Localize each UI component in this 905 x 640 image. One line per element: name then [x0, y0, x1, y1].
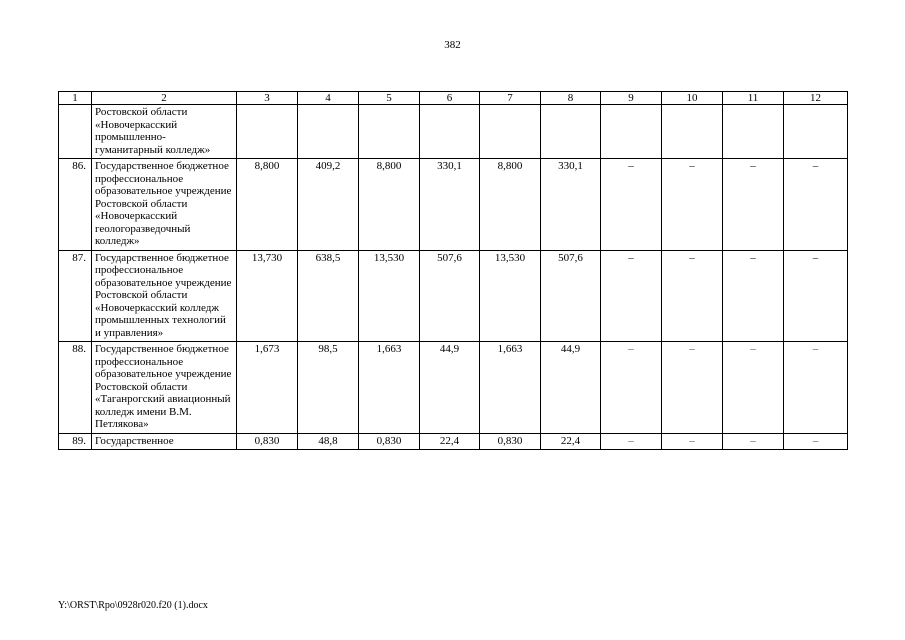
value-cell: 330,1 [541, 159, 601, 251]
header-cell: 7 [480, 92, 541, 105]
header-cell: 6 [420, 92, 480, 105]
value-cell: – [601, 342, 662, 434]
value-cell: 48,8 [298, 433, 359, 450]
value-cell: 507,6 [420, 250, 480, 342]
value-cell [541, 105, 601, 159]
header-cell: 12 [784, 92, 848, 105]
table-row [59, 159, 848, 251]
table-header-row [59, 92, 848, 105]
value-cell: 8,800 [480, 159, 541, 251]
value-cell: – [662, 342, 723, 434]
table-body [59, 92, 848, 450]
header-cell: 8 [541, 92, 601, 105]
value-cell: – [784, 433, 848, 450]
page-number: 382 [444, 39, 461, 51]
header-cell: 5 [359, 92, 420, 105]
value-cell: 1,663 [480, 342, 541, 434]
value-cell: – [601, 250, 662, 342]
institution-name-cell: Государственное [92, 433, 237, 450]
value-cell: 507,6 [541, 250, 601, 342]
value-cell: – [784, 159, 848, 251]
value-cell [298, 105, 359, 159]
value-cell: 13,730 [237, 250, 298, 342]
table-row [59, 342, 848, 434]
value-cell [420, 105, 480, 159]
value-cell: 44,9 [420, 342, 480, 434]
table-row [59, 433, 848, 450]
value-cell: 409,2 [298, 159, 359, 251]
value-cell: 8,800 [359, 159, 420, 251]
value-cell: – [662, 159, 723, 251]
institution-name-cell: Ростовской области «Новочеркасский промышленно-гуманитарный колледж» [92, 105, 237, 159]
value-cell: – [662, 433, 723, 450]
value-cell: 1,663 [359, 342, 420, 434]
value-cell: 0,830 [480, 433, 541, 450]
value-cell [723, 105, 784, 159]
value-cell: – [601, 159, 662, 251]
value-cell: 8,800 [237, 159, 298, 251]
header-cell: 2 [92, 92, 237, 105]
table-row [59, 105, 848, 159]
value-cell: – [601, 433, 662, 450]
institution-name-cell: Государственное бюджетное профессиональное образовательное учреждение Ростовской области «Таганрогский авиационный колледж имени В.М. Петлякова» [92, 342, 237, 434]
value-cell: 1,673 [237, 342, 298, 434]
institution-name-cell: Государственное бюджетное профессиональное образовательное учреждение Ростовской области «Новочеркасский геологоразведочный колледж» [92, 159, 237, 251]
row-number-cell: 86. [59, 159, 92, 251]
file-path-footer: Y:\ORST\Rpo\0928r020.f20 (1).docx [58, 600, 208, 611]
value-cell: 22,4 [420, 433, 480, 450]
value-cell [359, 105, 420, 159]
row-number-cell [59, 105, 92, 159]
header-cell: 4 [298, 92, 359, 105]
value-cell [601, 105, 662, 159]
institution-name-cell: Государственное бюджетное профессиональное образовательное учреждение Ростовской области «Новочеркасский колледж промышленных технологий и управления» [92, 250, 237, 342]
header-cell: 3 [237, 92, 298, 105]
header-cell: 9 [601, 92, 662, 105]
value-cell [784, 105, 848, 159]
row-number-cell: 89. [59, 433, 92, 450]
header-cell: 10 [662, 92, 723, 105]
data-table [58, 91, 848, 450]
row-number-cell: 87. [59, 250, 92, 342]
value-cell: 13,530 [359, 250, 420, 342]
row-number-cell: 88. [59, 342, 92, 434]
value-cell: 330,1 [420, 159, 480, 251]
value-cell: 22,4 [541, 433, 601, 450]
value-cell [480, 105, 541, 159]
value-cell [237, 105, 298, 159]
value-cell: 638,5 [298, 250, 359, 342]
value-cell: – [723, 342, 784, 434]
value-cell: 44,9 [541, 342, 601, 434]
value-cell: – [723, 433, 784, 450]
value-cell: 98,5 [298, 342, 359, 434]
value-cell: – [723, 250, 784, 342]
value-cell: 0,830 [359, 433, 420, 450]
value-cell: 0,830 [237, 433, 298, 450]
value-cell: 13,530 [480, 250, 541, 342]
table-row [59, 250, 848, 342]
value-cell: – [662, 250, 723, 342]
value-cell: – [784, 342, 848, 434]
value-cell: – [723, 159, 784, 251]
value-cell [662, 105, 723, 159]
header-cell: 11 [723, 92, 784, 105]
header-cell: 1 [59, 92, 92, 105]
value-cell: – [784, 250, 848, 342]
